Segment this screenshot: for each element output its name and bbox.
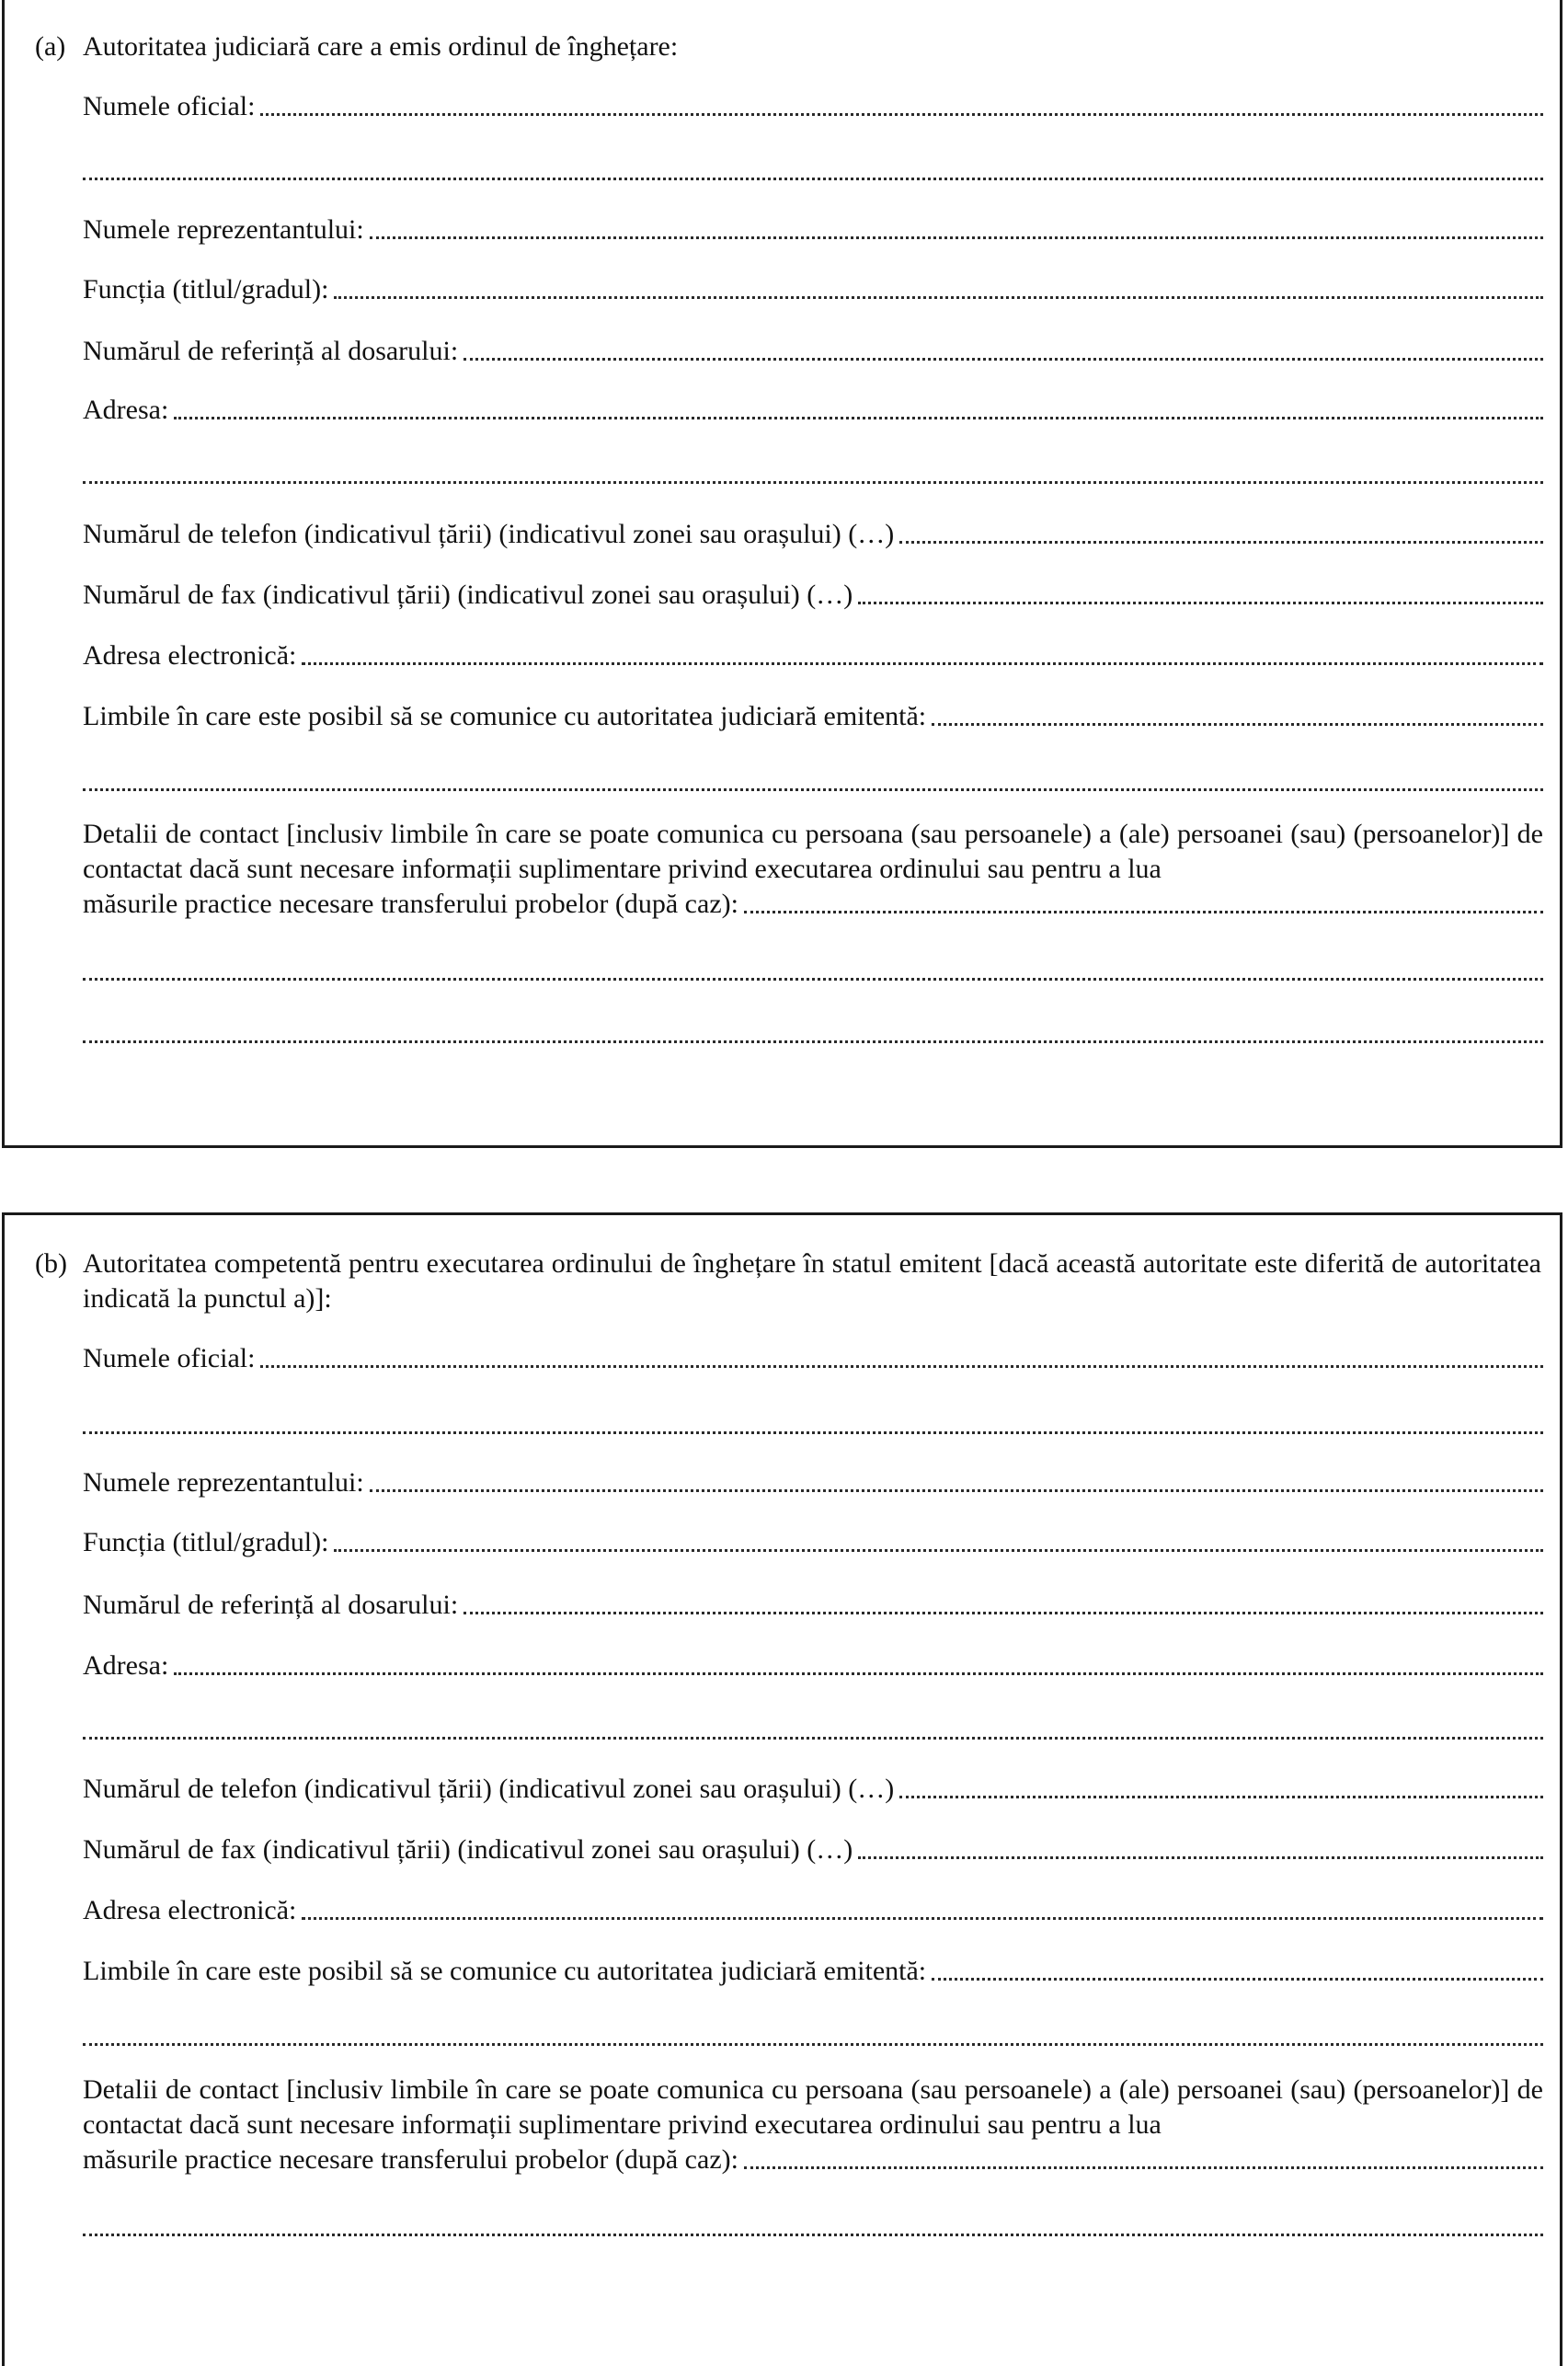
a-languages-input-line[interactable] [932,723,1543,726]
b-languages-input-line[interactable] [932,1978,1543,1981]
a-contact-details-lead: Detalii de contact [inclusiv limbile în care se poate comunica cu persoana (sau persoanele) a (ale) persoanei (sau) (persoanelor)] de contactat dacă sunt necesare informații suplimentare privind executarea ordinului sau pentru a lua [83,819,1543,884]
a-function-field[interactable] [83,273,1543,306]
a-official-name-input-line[interactable] [260,113,1543,116]
a-reference-field[interactable] [83,335,1543,368]
b-fax-input-line[interactable] [858,1856,1543,1859]
b-fax-label: Numărul de fax (indicativul țării) (indicativul zonei sau orașului) (…) [83,1834,853,1865]
b-languages-extra-line[interactable] [83,2043,1543,2046]
b-reference-field[interactable] [83,1589,1543,1622]
b-contact-details-input-line[interactable] [744,2166,1543,2169]
a-phone-label: Numărul de telefon (indicativul țării) (indicativul zonei sau orașului) (…) [83,519,895,549]
b-address-input-line[interactable] [174,1672,1543,1675]
a-languages-extra-line[interactable] [83,788,1543,791]
a-function-label: Funcția (titlul/gradul): [83,274,329,304]
a-contact-details [83,817,1543,922]
a-contact-continuation-2[interactable] [83,1010,1543,1043]
b-representative-input-line[interactable] [370,1489,1543,1492]
a-email-label: Adresa electronică: [83,640,297,671]
a-representative-field[interactable] [83,213,1543,247]
section-a-label: (a) [35,31,66,62]
a-contact-continuation-1[interactable] [83,948,1543,981]
a-address-extra-line[interactable] [83,481,1543,484]
a-contact-extra-line-1[interactable] [83,978,1543,981]
b-function-field[interactable] [83,1526,1543,1559]
b-official-name-label: Numele oficial: [83,1343,256,1373]
a-address-input-line[interactable] [174,417,1543,419]
b-address-field[interactable] [83,1649,1543,1683]
a-address-label: Adresa: [83,395,169,425]
b-email-input-line[interactable] [302,1917,1543,1920]
section-b-box [2,1212,1562,2366]
a-languages-field[interactable] [83,700,1543,733]
b-representative-label: Numele reprezentantului: [83,1467,364,1498]
b-representative-field[interactable] [83,1466,1543,1499]
a-address-field[interactable] [83,394,1543,427]
b-fax-field[interactable] [83,1833,1543,1866]
section-a-heading-text: Autoritatea judiciară care a emis ordinul de înghețare: [83,31,679,62]
a-representative-label: Numele reprezentantului: [83,214,364,245]
b-official-name-continuation[interactable] [83,1401,1543,1434]
a-phone-input-line[interactable] [899,541,1543,544]
a-languages-label: Limbile în care este posibil să se comunice cu autoritatea judiciară emitentă: [83,701,927,731]
a-contact-extra-line-2[interactable] [83,1040,1543,1043]
a-official-name-continuation[interactable] [83,147,1543,180]
a-official-name-field[interactable] [83,90,1543,123]
a-phone-field[interactable] [83,518,1543,551]
a-fax-label: Numărul de fax (indicativul țării) (indicativul zonei sau orașului) (…) [83,580,853,610]
b-address-extra-line[interactable] [83,1737,1543,1740]
b-function-input-line[interactable] [334,1549,1543,1552]
section-a-box [2,0,1562,1148]
b-languages-continuation[interactable] [83,2013,1543,2046]
b-contact-continuation-1[interactable] [83,2203,1543,2236]
b-email-field[interactable] [83,1894,1543,1927]
section-b-label: (b) [35,1248,67,1279]
a-official-name-label: Numele oficial: [83,91,256,121]
a-fax-input-line[interactable] [858,602,1543,604]
b-contact-details-tail: măsurile practice necesare transferului probelor (după caz): [83,2144,738,2175]
a-official-name-extra-line[interactable] [83,178,1543,180]
a-email-field[interactable] [83,639,1543,672]
b-languages-field[interactable] [83,1955,1543,1988]
a-contact-details-input-line[interactable] [744,911,1543,913]
a-representative-input-line[interactable] [370,236,1543,239]
a-contact-details-tail: măsurile practice necesare transferului probelor (după caz): [83,889,738,919]
b-contact-extra-line-1[interactable] [83,2234,1543,2236]
b-official-name-field[interactable] [83,1342,1543,1375]
a-languages-continuation[interactable] [83,758,1543,791]
b-phone-input-line[interactable] [899,1796,1543,1798]
b-reference-input-line[interactable] [464,1612,1543,1614]
b-contact-details-lead: Detalii de contact [inclusiv limbile în care se poate comunica cu persoana (sau persoanele) a (ale) persoanei (sau) (persoanelor)] de contactat dacă sunt necesare informații suplimentare privind executarea ordinului sau pentru a lua [83,2074,1543,2140]
a-fax-field[interactable] [83,579,1543,612]
b-official-name-input-line[interactable] [260,1365,1543,1368]
a-reference-input-line[interactable] [464,358,1543,361]
a-reference-label: Numărul de referință al dosarului: [83,336,459,366]
section-b-heading-text: Autoritatea competentă pentru executarea ordinului de înghețare în statul emitent [dacă această autoritate este diferită de autoritatea indicată la punctul a)]: [83,1248,1541,1314]
b-reference-label: Numărul de referință al dosarului: [83,1590,459,1620]
a-email-input-line[interactable] [302,662,1543,665]
b-phone-field[interactable] [83,1773,1543,1806]
b-address-continuation[interactable] [83,1706,1543,1740]
b-function-label: Funcția (titlul/gradul): [83,1527,329,1557]
b-email-label: Adresa electronică: [83,1895,297,1925]
a-address-continuation[interactable] [83,451,1543,484]
b-phone-label: Numărul de telefon (indicativul țării) (indicativul zonei sau orașului) (…) [83,1774,895,1804]
b-languages-label: Limbile în care este posibil să se comunice cu autoritatea judiciară emitentă: [83,1956,927,1986]
b-contact-details [83,2073,1543,2177]
a-function-input-line[interactable] [334,296,1543,299]
b-address-label: Adresa: [83,1650,169,1681]
section-b-heading [35,1246,1541,1316]
b-official-name-extra-line[interactable] [83,1431,1543,1434]
section-a-heading [35,29,1541,64]
